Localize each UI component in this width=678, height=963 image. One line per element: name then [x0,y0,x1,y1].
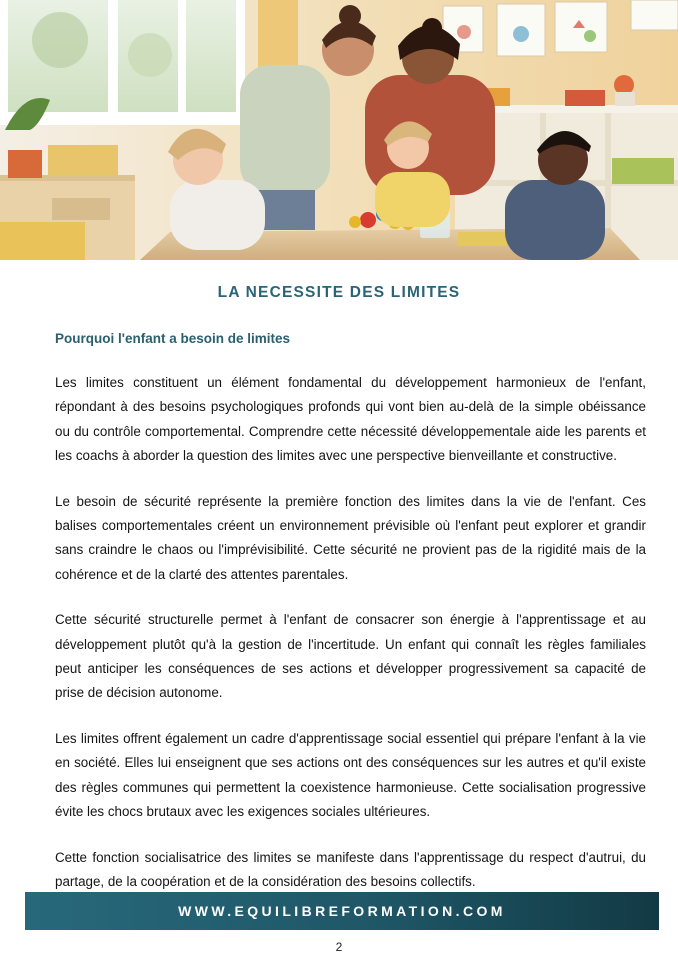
page-number: 2 [335,940,343,954]
website-link[interactable]: WWW.EQUILIBREFORMATION.COM [178,903,506,919]
footer-banner [25,892,659,930]
paragraph: Les limites constituent un élément fondamental du développement harmonieux de l'enfant, répondant à des besoins psychologiques profonds qui vont bien au-delà de la simple obéissance ou du contrôle comportemental. Comprendre cette nécessité développementale aide les parents et les coachs à aborder la question des limites avec une perspective bienveillante et constructive. [55,375,646,464]
paragraph: Cette fonction socialisatrice des limites se manifeste dans l'apprentissage du respect d'autrui, du partage, de la coopération et de la considération des besoins collectifs. [55,849,646,889]
section-subtitle: Pourquoi l'enfant a besoin de limites [55,331,290,346]
paragraph: Le besoin de sécurité représente la première fonction des limites dans la vie de l'enfant. Ces balises comportementales créent un environnement prévisible où l'enfant peut explorer et grandir sans craindre le chaos ou l'imprévisibilité. Cette sécurité ne provient pas de la rigidité mais de la cohérence et de la clarté des attentes parentales. [55,493,646,582]
hero-image [0,0,678,260]
paragraph: Les limites offrent également un cadre d'apprentissage social essentiel qui prépare l'enfant à la vie en société. Elles lui enseignent que ses actions ont des conséquences sur les autres et qu'il existe des règles communes qui permettent la coexistence harmonieuse. Cette socialisation progressive évite les chocs brutaux avec les exigences sociales ultérieures. [55,730,646,820]
paragraph: Cette sécurité structurelle permet à l'enfant de consacrer son énergie à l'apprentissage et au développement plutôt qu'à la gestion de l'incertitude. Un enfant qui connaît les règles familiales peut anticiper les conséquences de ses actions et développer progressivement sa capacité de prise de décision autonome. [55,612,646,701]
body-text [55,371,646,915]
page-title: LA NECESSITE DES LIMITES [217,284,461,301]
